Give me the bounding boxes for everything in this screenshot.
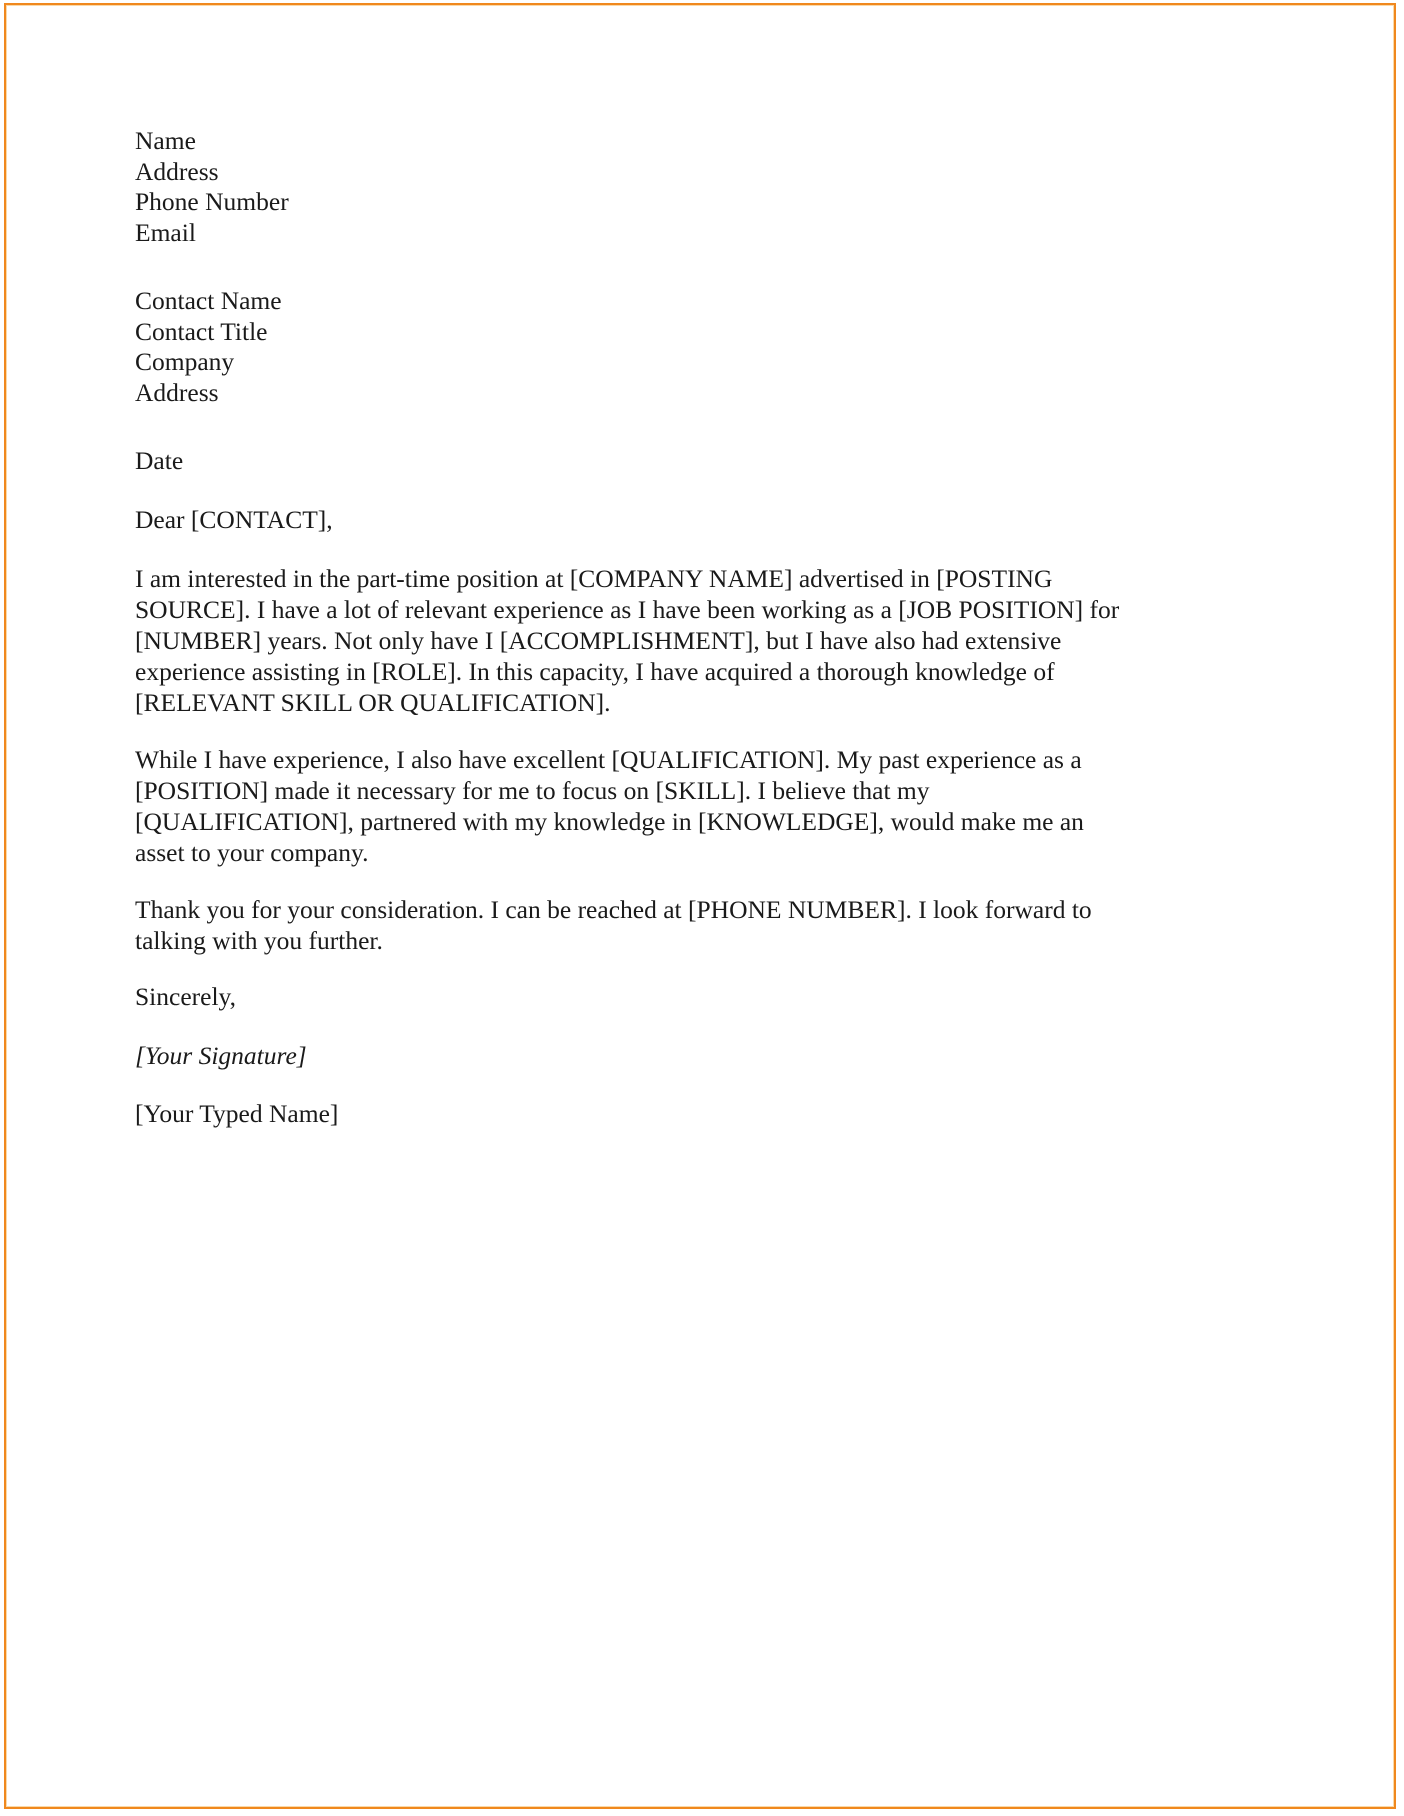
letter-content <box>135 126 1135 1130</box>
signature-placeholder: [Your Signature] <box>135 1040 307 1070</box>
recipient-line-contact-name: Contact Name <box>135 286 282 315</box>
recipient-line-company: Company <box>135 347 235 376</box>
body-paragraph-3: Thank you for your consideration. I can be reached at [PHONE NUMBER]. I look forward to talking with you further. <box>135 895 1092 955</box>
body-paragraph-2: While I have experience, I also have excellent [QUALIFICATION]. My past experience as a [POSITION] made it necessary for me to focus on [SKILL]. I believe that my [QUALIFICATION], partnered with my knowledge in [KNOWLEDGE], would make me an asset to your company. <box>135 745 1084 867</box>
recipient-line-address: Address <box>135 377 219 407</box>
letter-paper <box>23 18 1377 1794</box>
sender-line-name: Name <box>135 126 196 155</box>
body-paragraph-1: I am interested in the part-time position at [COMPANY NAME] advertised in [POSTING SOURCE]. I have a lot of relevant experience as I have been working as a [JOB POSITION] for [NUMBER] years. Not only have I [ACCOMPLISHMENT], but I have also had extensive experience assisting in [ROLE]. In this capacity, I have acquired a thorough knowledge of [RELEVANT SKILL OR QUALIFICATION]. <box>135 564 1120 717</box>
typed-name-placeholder: [Your Typed Name] <box>135 1099 339 1128</box>
sender-line-address: Address <box>135 156 219 186</box>
valediction-line: Sincerely, <box>135 982 237 1011</box>
recipient-address-block <box>135 286 1135 408</box>
page-border-frame <box>4 3 1396 1809</box>
recipient-line-contact-title: Contact Title <box>135 316 268 346</box>
sender-line-email: Email <box>135 217 196 247</box>
salutation-line: Dear [CONTACT], <box>135 504 333 534</box>
date-line: Date <box>135 446 184 475</box>
sender-line-phone: Phone Number <box>135 187 289 216</box>
sender-address-block <box>135 126 1135 248</box>
